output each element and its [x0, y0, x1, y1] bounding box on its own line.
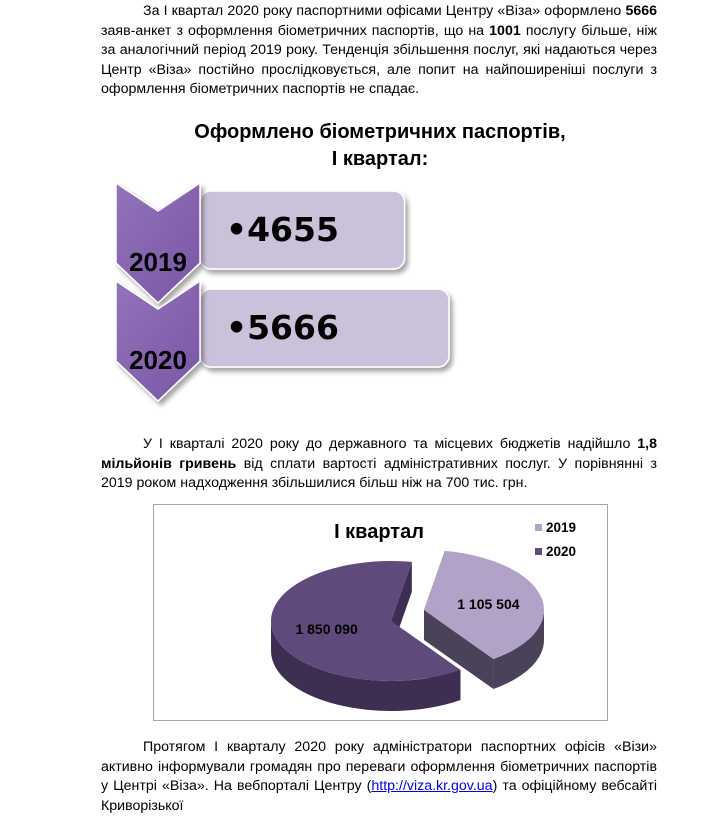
pie-label-2020: 1 850 090 [295, 621, 358, 638]
value-label-2020: •5666 [226, 308, 339, 347]
paragraph-intro: За І квартал 2020 року паспортними офісами Центру «Віза» оформлено 5666 заяв-анкет з оформлення біометричних паспортів, що на 1001 послугу більше, ніж за аналогічний період 2019 року. Тенденція збільшення послуг, які надаються через Центр «Віза» постійно прослідковується, але попит на найпоширеніші послуги з оформлення біометричних паспортів не спадає. [101, 3, 657, 98]
pie-title: І квартал [334, 521, 424, 543]
legend-label-2019: 2019 [546, 520, 577, 535]
value-label-2019: •4655 [226, 210, 339, 249]
revenue-pie-chart [154, 505, 607, 720]
viza-portal-link[interactable]: http://viza.kr.gov.ua [371, 778, 493, 795]
passports-chevron-chart [100, 180, 460, 415]
pie-label-2019: 1 105 504 [457, 595, 520, 612]
chevron-2019 [116, 183, 200, 303]
legend-swatch-2020 [535, 548, 542, 555]
legend-label-2020: 2020 [546, 544, 577, 559]
legend-swatch-2019 [535, 524, 542, 531]
pie-chart-frame [153, 504, 608, 721]
chart1-title: Оформлено біометричних паспортів, І квартал: [194, 121, 566, 170]
paragraph-budget: У І кварталі 2020 року до державного та місцевих бюджетів надійшло 1,8 мільйонів гривень від сплати вартості адміністративних послуг. У порівнянні з 2019 роком надходження збільшилися більш ніж на 700 тис. грн. [101, 436, 657, 492]
category-label-2019: 2019 [129, 247, 187, 277]
paragraph-info: Протягом І кварталу 2020 року адміністратори паспортних офісів «Візи» активно інформували громадян про переваги оформлення біометричних паспортів у Центрі «Віза». На вебпорталі Центру (http://viza.kr.gov.ua) та офіційному вебсайті Криворізької [101, 739, 657, 814]
category-label-2020: 2020 [129, 345, 187, 375]
